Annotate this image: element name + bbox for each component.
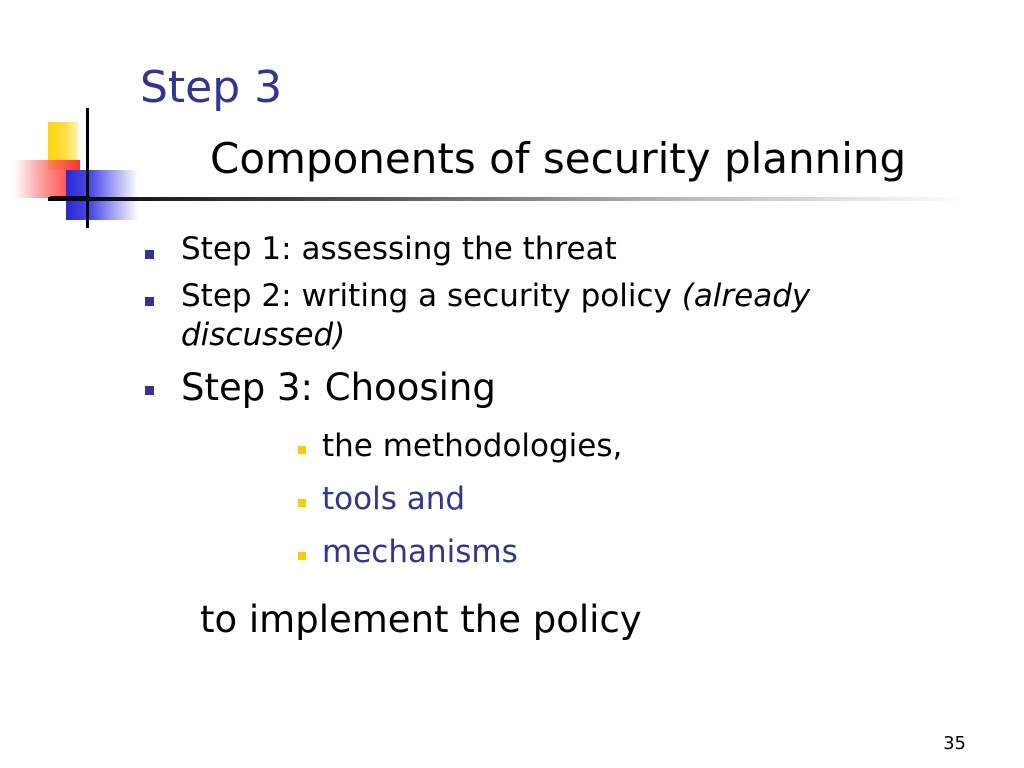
- decorative-logo: [0, 100, 150, 240]
- sub-bullet-list: [298, 420, 940, 578]
- slide-title: Step 3: [140, 62, 283, 113]
- sub-bullet-marker: [298, 499, 306, 507]
- bullet-text: Step 1: assessing the threat: [181, 231, 617, 267]
- bullet-marker: [145, 297, 154, 306]
- logo-blue-square: [66, 170, 138, 220]
- bullet-emphasis: (already discussed): [181, 277, 811, 353]
- bullet-marker: [145, 250, 154, 259]
- sub-bullet-text: mechanisms: [322, 533, 518, 570]
- bullet-text: Step 3: Choosing: [181, 366, 496, 410]
- logo-vertical-line: [86, 108, 89, 228]
- title-divider: [48, 197, 968, 201]
- slide-body: [140, 230, 940, 578]
- sub-bullet-item: [298, 473, 940, 526]
- sub-bullet-item: [298, 420, 940, 473]
- sub-bullet-text: tools and: [322, 481, 466, 518]
- page-number: 35: [943, 733, 966, 754]
- bullet-item: [140, 364, 940, 412]
- sub-bullet-marker: [298, 552, 306, 560]
- closing-text: to implement the policy: [200, 598, 642, 641]
- bullet-marker: [145, 386, 154, 395]
- bullet-item: [140, 277, 940, 355]
- bullet-item: [140, 230, 940, 269]
- bullet-text: Step 2: writing a security policy: [181, 277, 682, 314]
- sub-bullet-item: [298, 526, 940, 579]
- slide-subtitle: Components of security planning: [210, 134, 907, 183]
- sub-bullet-text: the methodologies,: [322, 428, 623, 465]
- sub-bullet-marker: [298, 446, 306, 454]
